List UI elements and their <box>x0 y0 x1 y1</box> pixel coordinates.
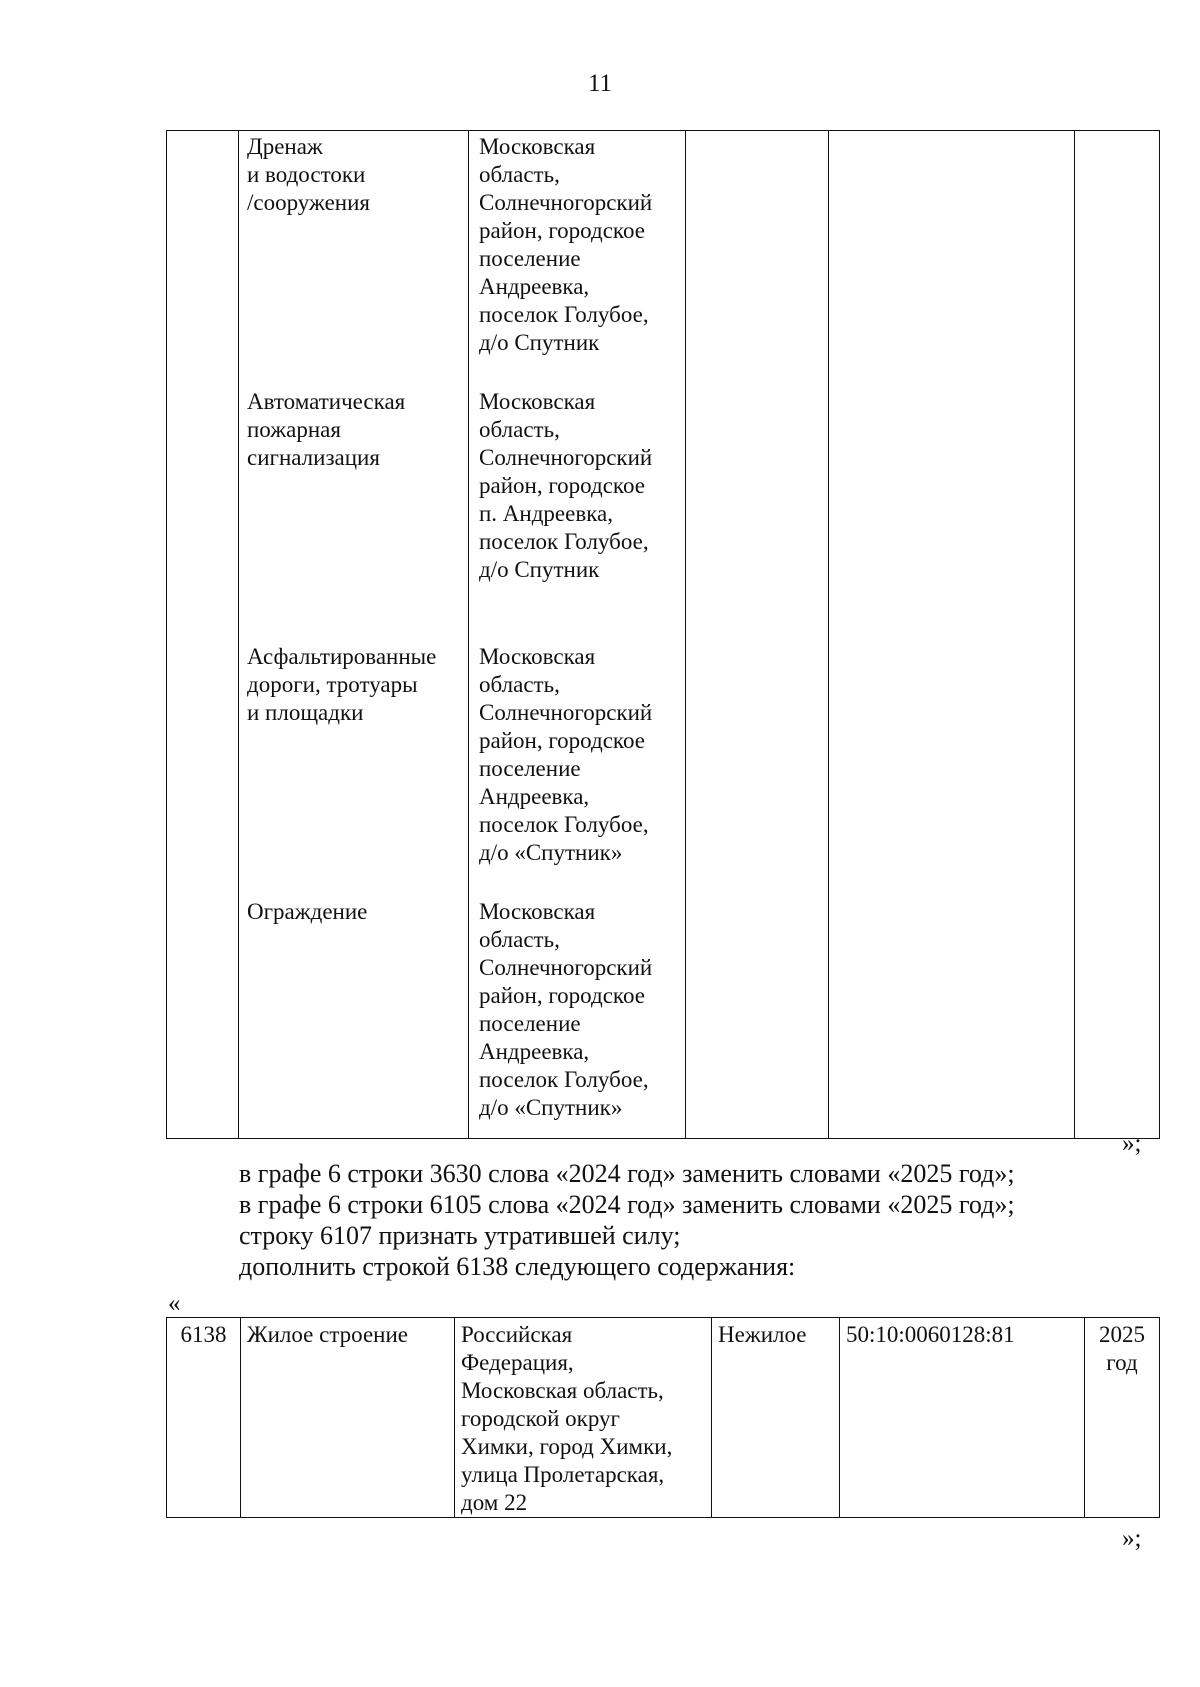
cadastral-cell <box>829 131 1075 1139</box>
year-cell: 2025 год <box>1085 1318 1160 1518</box>
object-name: Дренаж и водостоки /сооружения <box>247 134 370 215</box>
table-row <box>167 131 1160 1139</box>
object-name: Автоматическая пожарная сигнализация <box>247 389 406 470</box>
page-number: 11 <box>587 70 613 97</box>
objects-table-continuation <box>166 130 1160 1139</box>
opening-quote: « <box>168 1290 181 1317</box>
closing-quote: »; <box>1122 1130 1142 1157</box>
table-row <box>167 1318 1160 1518</box>
object-name: Ограждение <box>247 899 368 924</box>
object-address: Московская область, Солнечногорский район, городское поселение Андреевка, поселок Голубое, д/о «Спутник» <box>479 644 653 865</box>
number-cell <box>167 131 239 1139</box>
amendment-line: строку 6107 признать утратившей силу; <box>239 1221 681 1250</box>
closing-quote: »; <box>1122 1525 1142 1552</box>
type-cell <box>686 131 829 1139</box>
object-address: Московская область, Солнечногорский район, городское поселение Андреевка, поселок Голубое, д/о Спутник <box>479 134 653 355</box>
amendment-line: в графе 6 строки 3630 слова «2024 год» заменить словами «2025 год»; <box>239 1159 1015 1188</box>
amendment-text <box>239 1158 1015 1282</box>
amendment-line: в графе 6 строки 6105 слова «2024 год» заменить словами «2025 год»; <box>239 1190 1015 1219</box>
cadastral-number: 50:10:0060128:81 <box>840 1318 1085 1518</box>
name-cell <box>239 131 469 1139</box>
object-address: Московская область, Солнечногорский район, городское поселение Андреевка, поселок Голубое, д/о «Спутник» <box>479 899 653 1120</box>
new-row-table <box>166 1317 1160 1518</box>
year-cell <box>1075 131 1160 1139</box>
object-address: Российская Федерация, Московская область, городской округ Химки, город Химки, улица Пролетарская, дом 22 <box>455 1318 712 1518</box>
address-cell <box>469 131 686 1139</box>
object-type: Нежилое <box>712 1318 840 1518</box>
amendment-line: дополнить строкой 6138 следующего содержания: <box>239 1252 796 1281</box>
row-number: 6138 <box>167 1318 241 1518</box>
object-name: Жилое строение <box>241 1318 455 1518</box>
object-address: Московская область, Солнечногорский район, городское п. Андреевка, поселок Голубое, д/о Спутник <box>479 389 653 582</box>
object-name: Асфальтированные дороги, тротуары и площадки <box>247 644 437 725</box>
